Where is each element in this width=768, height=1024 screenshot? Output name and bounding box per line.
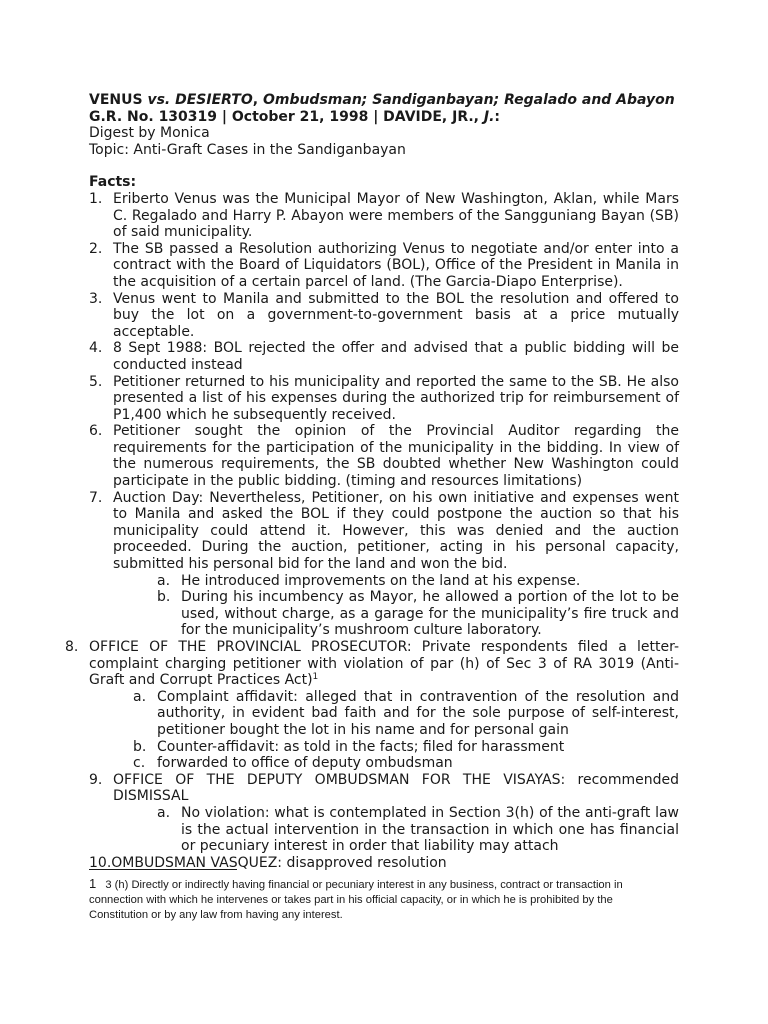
- sub-list-item: a. No violation: what is contemplated in Section 3(h) of the anti-graft law is the actual intervention in the transaction in which one has financial or pecuniary interest in order that liability may attach: [157, 804, 679, 855]
- sub-list: [113, 573, 679, 639]
- list-item: 1. Eriberto Venus was the Municipal Mayor of New Washington, Aklan, while Mars C. Regalado and Harry P. Abayon were members of the Sangguniang Bayan (SB) of said municipality.: [89, 190, 679, 241]
- list-item: 5. Petitioner returned to his municipality and reported the same to the SB. He also presented a list of his expenses during the authorized trip for reimbursement of P1,400 which he subsequently received.: [89, 373, 679, 423]
- list-item: 7. Auction Day: Nevertheless, Petitioner, on his own initiative and expenses went to Manila and asked the BOL if they could postpone the auction so that his municipality could attend it. However, this was denied and the auction proceeded. During the auction, petitioner, acting in his personal capacity, submitted his personal bid for the land and won the bid. a. He introduced improvements on the land at his expense. b. During his incumbency as Mayor, he allowed a portion of the lot to be used, without charge, as a garage for the municipality’s fire truck and for the municipality’s mushroom culture laboratory.: [89, 489, 679, 639]
- sub-list-item: c. forwarded to office of deputy ombudsman: [133, 755, 453, 772]
- list-item: 2. The SB passed a Resolution authorizing Venus to negotiate and/or enter into a contract with the Board of Liquidators (BOL), Office of the President in Manila in the acquisition of a certain parcel of land. (The Garcia-Diapo Enterprise).: [89, 240, 679, 290]
- footnote-separator: [89, 869, 237, 870]
- sub-list: [89, 689, 679, 772]
- facts-list: [65, 190, 679, 871]
- footnote-number: 1: [89, 876, 97, 891]
- sub-list-item: a. Complaint affidavit: alleged that in contravention of the resolution and authority, in evident bad faith and for the sole purpose of self-interest, petitioner bought the lot in his name and for personal gain: [133, 688, 679, 738]
- topic-line: Topic: Anti-Graft Cases in the Sandiganbayan: [89, 141, 406, 158]
- sub-list-item: a. He introduced improvements on the land at his expense.: [157, 572, 581, 589]
- facts-heading: Facts:: [89, 174, 137, 191]
- footnote-text: 3 (h) Directly or indirectly having financial or pecuniary interest in any business, contract or transaction in connection with which he intervenes or takes part in his official capacity, or in which he is prohibited by the Constitution or by any law from having any interest.: [89, 879, 623, 921]
- list-item: 6. Petitioner sought the opinion of the Provincial Auditor regarding the requirements for the participation of the municipality in the bidding. In view of the numerous requirements, the SB doubted whether New Washington could participate in the public bidding. (timing and resources limitations): [89, 423, 679, 490]
- digest-author: Digest by Monica: [89, 125, 210, 142]
- case-title: VENUS vs. DESIERTO, Ombudsman; Sandiganbayan; Regalado and Abayon: [89, 92, 675, 108]
- sub-list-item: b. During his incumbency as Mayor, he allowed a portion of the lot to be used, without charge, as a garage for the municipality’s fire truck and for the municipality’s mushroom culture laboratory.: [157, 589, 679, 639]
- list-item: 8. OFFICE OF THE PROVINCIAL PROSECUTOR: Private respondents filed a letter-complaint charging petitioner with violation of par (h) of Sec 3 of RA 3019 (Anti-Graft and Corrupt Practices Act)$^1$ a. Complaint affidavit: alleged that in contravention of the resolution and authority, in evident bad faith and for the sole purpose of self-interest, petitioner bought the lot in his name and for personal gain b. Counter-affidavit: as told in the facts; filed for harassment c. forwarded to office of deputy ombudsman: [65, 639, 679, 772]
- list-item: 3. Venus went to Manila and submitted to the BOL the resolution and offered to buy the lot on a government-to-government basis at a price mutually acceptable.: [89, 290, 679, 340]
- case-citation: G.R. No. 130319 | October 21, 1998 | DAVIDE, JR., J.:: [89, 108, 501, 125]
- footnote-ref[interactable]: 1: [312, 672, 319, 683]
- footnote: [89, 876, 654, 923]
- sub-list-item: b. Counter-affidavit: as told in the facts; filed for harassment: [133, 738, 565, 755]
- document-page: [65, 92, 679, 871]
- sub-list: [113, 805, 679, 855]
- list-item: 10.OMBUDSMAN VASQUEZ: disapproved resolution: [89, 854, 447, 871]
- list-item: 9. OFFICE OF THE DEPUTY OMBUDSMAN FOR THE VISAYAS: recommended DISMISSAL a. No violation: what is contemplated in Section 3(h) of the anti-graft law is the actual intervention in the transaction in which one has financial or pecuniary interest in order that liability may attach: [89, 771, 679, 855]
- list-item: 4. 8 Sept 1988: BOL rejected the offer and advised that a public bidding will be conducted instead: [89, 340, 679, 373]
